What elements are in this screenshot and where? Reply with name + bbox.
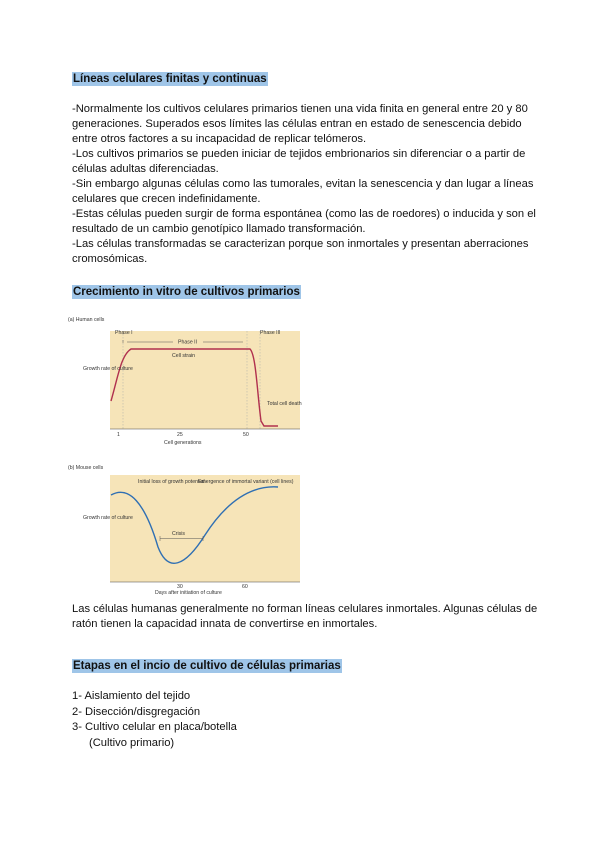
growth-curves-figure bbox=[67, 313, 303, 595]
crisis-label: Crisis bbox=[172, 531, 185, 537]
phase-1-label: Phase I bbox=[115, 330, 133, 336]
initial-loss-annotation: Initial loss of growth potential bbox=[138, 479, 205, 485]
paragraph-line: -Normalmente los cultivos celulares primarios tienen una vida finita en general entre 20 y 80 generaciones. Superados esos límites las células entran en estado de senescencia debido entre otros factores a su incapacidad de replicar telómeros. bbox=[72, 103, 528, 145]
panel-b-y-label: Growth rate of culture bbox=[83, 515, 133, 521]
paragraph-line: -Las células transformadas se caracterizan porque son inmortales y presentan aberraciones cromosómicas. bbox=[72, 238, 529, 265]
panel-b-x-tick: 30 bbox=[177, 584, 183, 590]
list-item: 3- Cultivo celular en placa/botella bbox=[72, 721, 237, 733]
panel-a-label: (a) Human cells bbox=[68, 317, 105, 323]
total-cell-death-label: Total cell death bbox=[267, 401, 302, 407]
panel-a-x-tick: 1 bbox=[117, 432, 120, 438]
paragraph-line: -Estas células pueden surgir de forma espontánea (como las de roedores) o inducida y son el resultado de un cambio genotípico llamado transformación. bbox=[72, 208, 536, 235]
panel-b-label: (b) Mouse cells bbox=[68, 465, 104, 471]
panel-b-background bbox=[110, 475, 300, 582]
section-heading-stages: Etapas en el incio de cultivo de células primarias bbox=[73, 660, 341, 672]
phase-3-label: Phase III bbox=[260, 330, 281, 336]
panel-b-x-tick: 60 bbox=[242, 584, 248, 590]
figure-caption: Las células humanas generalmente no forman líneas celulares inmortales. Algunas células de ratón tienen la capacidad innata de convertirse en inmortales. bbox=[72, 603, 538, 630]
paragraph-line: -Sin embargo algunas células como las tumorales, evitan la senescencia y dan lugar a líneas celulares que crecen indefinidamente. bbox=[72, 178, 534, 205]
list-item: 1- Aislamiento del tejido bbox=[72, 690, 191, 702]
phase-2-label: Phase II bbox=[178, 339, 198, 346]
panel-a-x-label: Cell generations bbox=[164, 440, 202, 446]
panel-a-x-tick: 50 bbox=[243, 432, 249, 438]
paragraph-line: -Los cultivos primarios se pueden iniciar de tejidos embrionarios sin diferenciar o a partir de células adultas diferenciadas. bbox=[72, 148, 526, 175]
panel-b-x-label: Days after initiation of culture bbox=[155, 590, 222, 595]
immortal-variant-annotation: Emergence of immortal variant (cell lines) bbox=[198, 479, 294, 485]
panel-a-x-tick: 25 bbox=[177, 432, 183, 438]
panel-a-y-label: Growth rate of culture bbox=[83, 366, 133, 372]
panel-a-background bbox=[110, 331, 300, 429]
list-item: 2- Disección/disgregación bbox=[72, 705, 201, 718]
stages-list bbox=[72, 689, 237, 751]
list-item: (Cultivo primario) bbox=[89, 736, 175, 749]
section-heading-growth: Crecimiento in vitro de cultivos primarios bbox=[73, 286, 300, 298]
section-heading-finite-lines: Líneas celulares finitas y continuas bbox=[73, 73, 267, 85]
cell-strain-label: Cell strain bbox=[172, 353, 196, 359]
finite-lines-paragraph bbox=[72, 102, 542, 267]
